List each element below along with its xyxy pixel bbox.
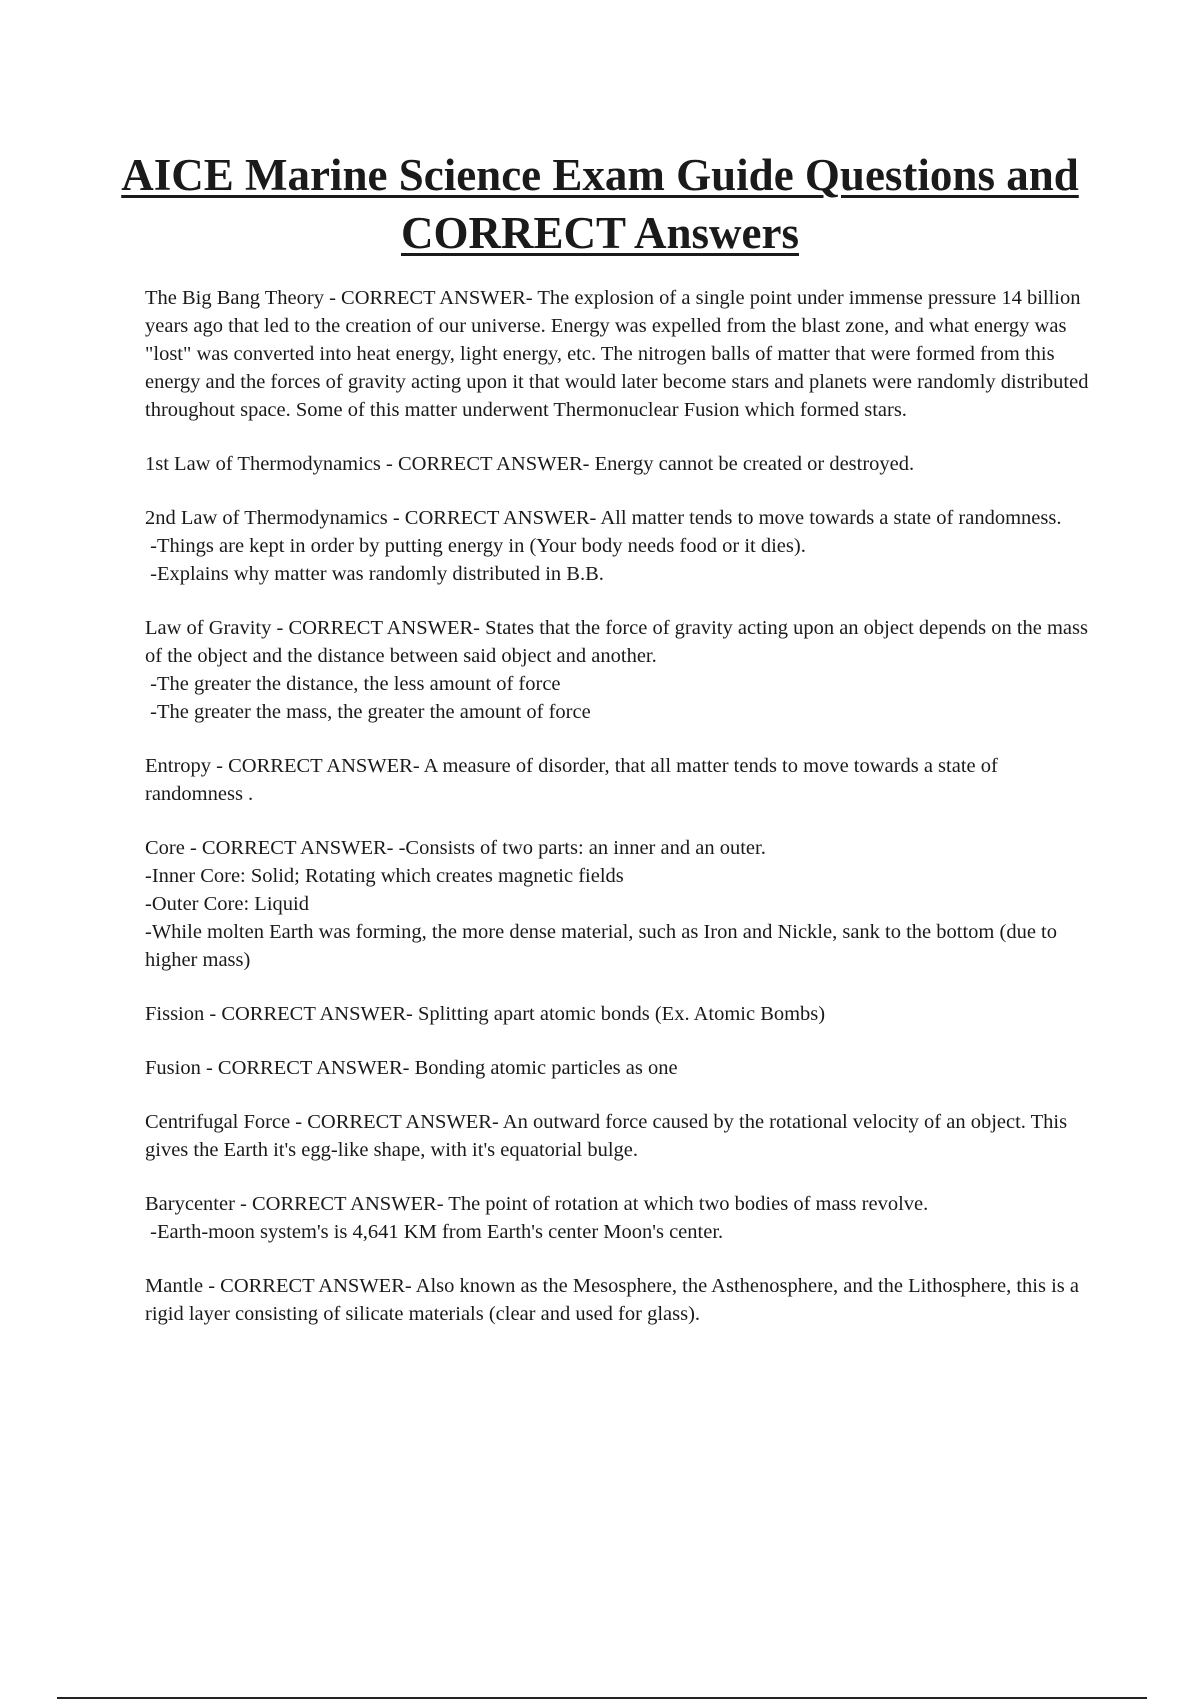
entry-text: Fission - CORRECT ANSWER- Splitting apart atomic bonds (Ex. Atomic Bombs): [145, 1003, 826, 1025]
entry-text: The Big Bang Theory - CORRECT ANSWER- The explosion of a single point under immense pressure 14 billion years ago that led to the creation of our universe. Energy was expelled from the blast zone, and what energy was "lost" was converted into heat energy, light energy, etc. The nitrogen balls of matter that were formed from this energy and the forces of gravity acting upon it that would later become stars and planets were randomly distributed throughout space. Some of this matter underwent Thermonuclear Fusion which formed stars.: [145, 287, 1094, 421]
entry-subpoint: -Earth-moon system's is 4,641 KM from Earth's center Moon's center.: [145, 1221, 724, 1243]
entry-text: Mantle - CORRECT ANSWER- Also known as the Mesosphere, the Asthenosphere, and the Lithosphere, this is a rigid layer consisting of silicate materials (clear and used for glass).: [145, 1275, 1085, 1325]
entry-subpoint: -Inner Core: Solid; Rotating which creates magnetic fields: [145, 865, 624, 887]
entry-subpoint: -While molten Earth was forming, the more dense material, such as Iron and Nickle, sank to the bottom (due to higher mass): [145, 921, 1063, 971]
qa-entry-mantle: [145, 1272, 1095, 1328]
entry-text: Law of Gravity - CORRECT ANSWER- States that the force of gravity acting upon an object depends on the mass of the object and the distance between said object and another.: [145, 617, 1094, 667]
qa-entry-fusion: [145, 1054, 1095, 1082]
page-title: AICE Marine Science Exam Guide Questions and CORRECT Answers: [121, 150, 1079, 258]
qa-entry-first-law-thermodynamics: [145, 450, 1095, 478]
qa-entry-second-law-thermodynamics: [145, 504, 1095, 588]
entry-text: 1st Law of Thermodynamics - CORRECT ANSWER- Energy cannot be created or destroyed.: [145, 453, 915, 475]
qa-entry-barycenter: [145, 1190, 1095, 1246]
qa-entry-fission: [145, 1000, 1095, 1028]
entry-subpoint: -The greater the mass, the greater the amount of force: [145, 701, 591, 723]
entry-subpoint: -Explains why matter was randomly distributed in B.B.: [145, 563, 604, 585]
entry-subpoint: -Things are kept in order by putting energy in (Your body needs food or it dies).: [145, 535, 806, 557]
footer-divider: [57, 1697, 1147, 1699]
qa-list: [145, 284, 1095, 1354]
entry-text: Centrifugal Force - CORRECT ANSWER- An outward force caused by the rotational velocity of an object. This gives the Earth it's egg-like shape, with it's equatorial bulge.: [145, 1111, 1073, 1161]
entry-subpoint: -The greater the distance, the less amount of force: [145, 673, 561, 695]
entry-subpoint: -Outer Core: Liquid: [145, 893, 309, 915]
qa-entry-law-of-gravity: [145, 614, 1095, 726]
qa-entry-entropy: [145, 752, 1095, 808]
entry-text: 2nd Law of Thermodynamics - CORRECT ANSWER- All matter tends to move towards a state of randomness.: [145, 507, 1062, 529]
entry-text: Fusion - CORRECT ANSWER- Bonding atomic particles as one: [145, 1057, 678, 1079]
entry-text: Entropy - CORRECT ANSWER- A measure of disorder, that all matter tends to move towards a state of randomness .: [145, 755, 1003, 805]
qa-entry-centrifugal-force: [145, 1108, 1095, 1164]
qa-entry-core: [145, 834, 1095, 974]
qa-entry-big-bang-theory: [145, 284, 1095, 424]
entry-text: Core - CORRECT ANSWER- -Consists of two parts: an inner and an outer.: [145, 837, 766, 859]
entry-text: Barycenter - CORRECT ANSWER- The point of rotation at which two bodies of mass revolve.: [145, 1193, 929, 1215]
